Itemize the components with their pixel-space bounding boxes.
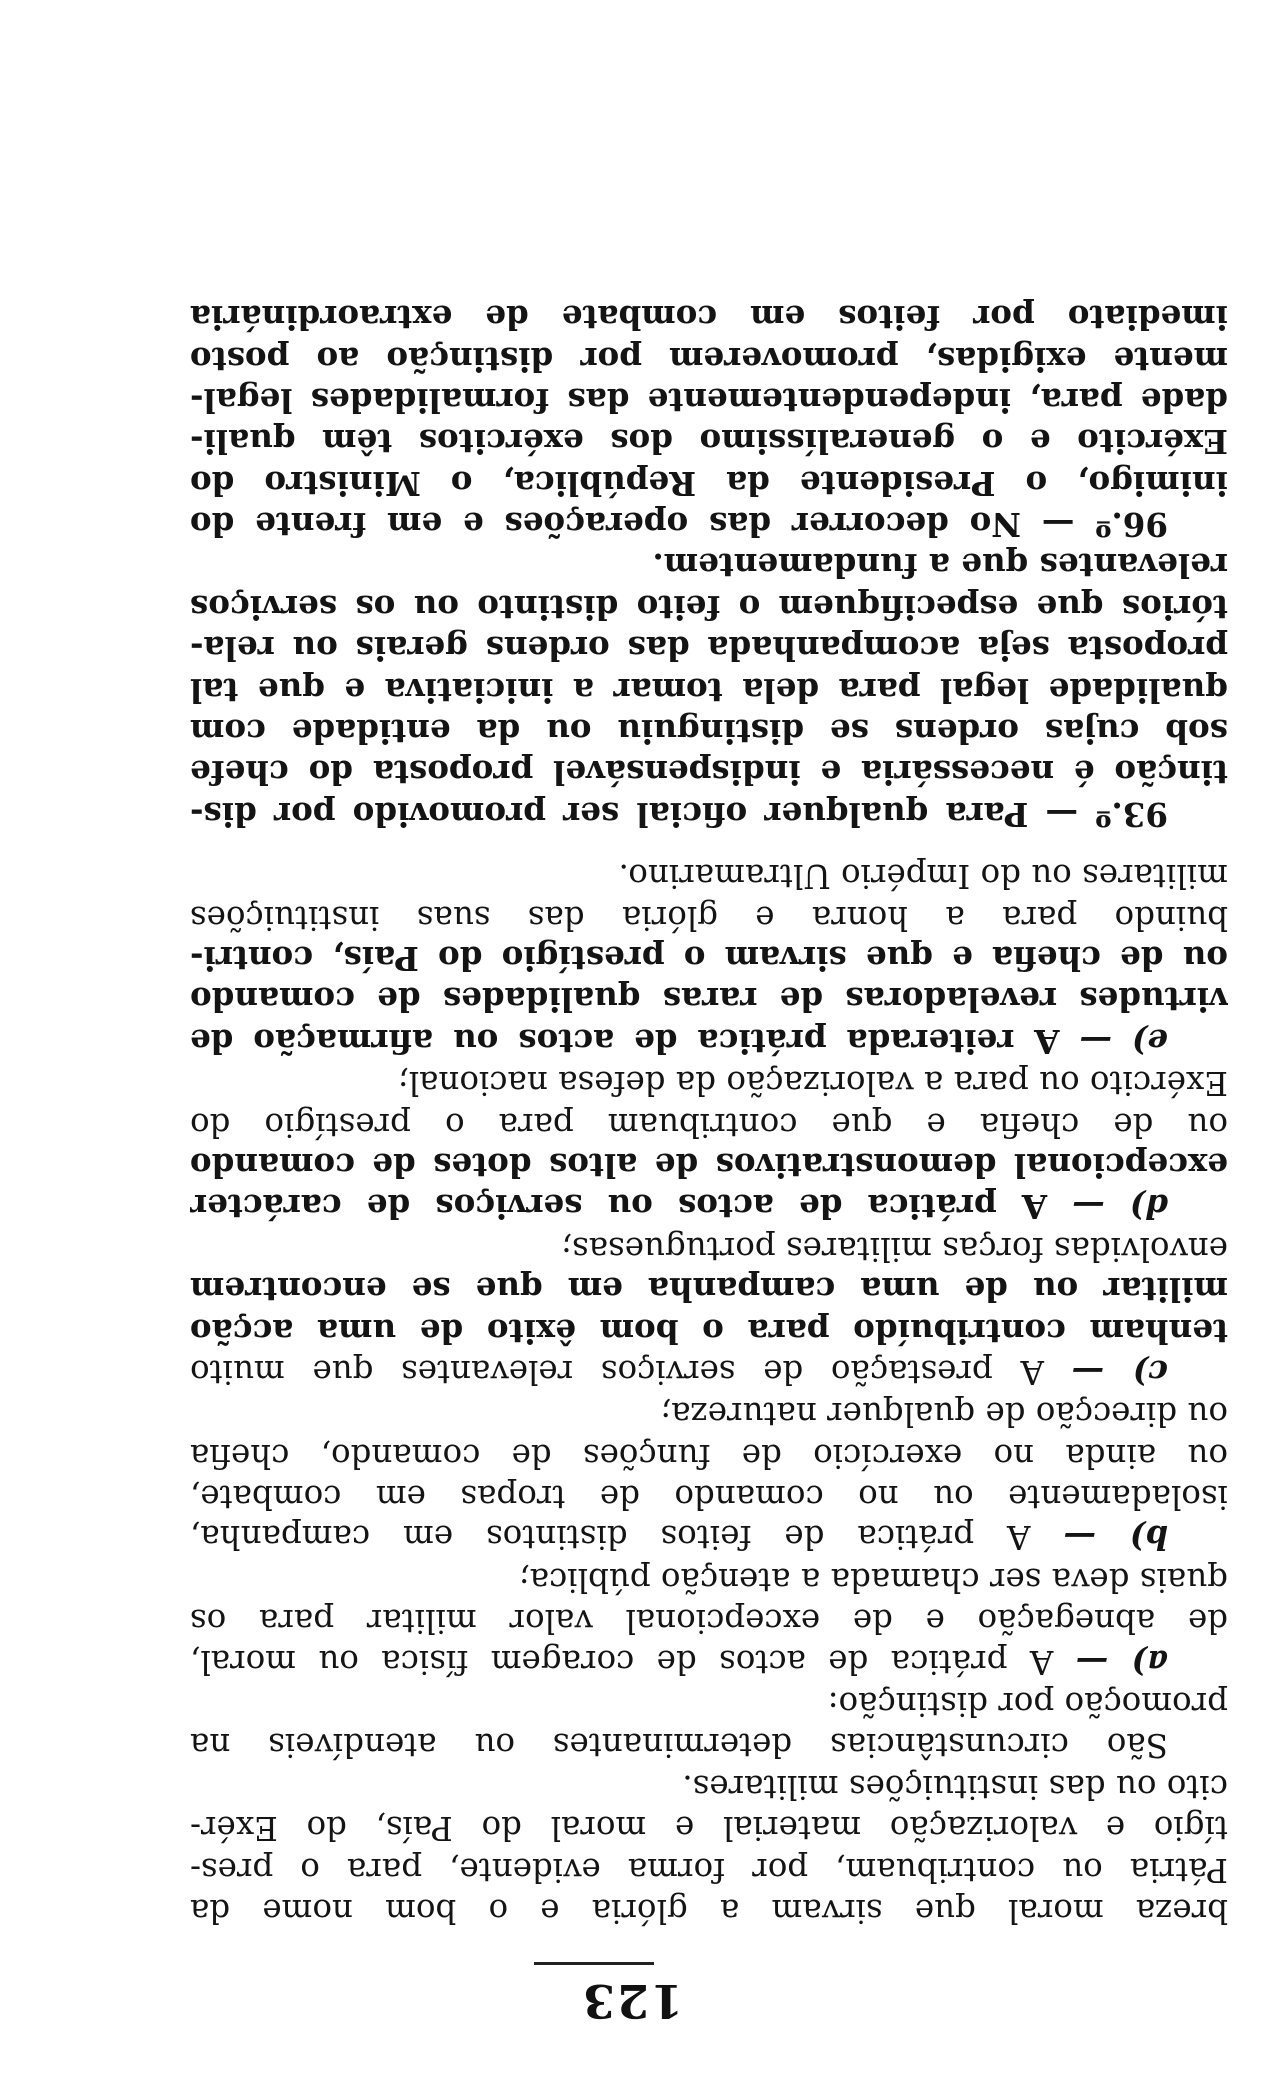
text-line: Exército ou para a valorização da defesa nacional; xyxy=(397,1064,1228,1103)
header-rule xyxy=(534,1962,654,1965)
text-line xyxy=(190,1641,1228,1682)
list-item-d xyxy=(190,1062,1228,1228)
text-line: Exército e o generalíssimo dos exércitos têm quali- xyxy=(190,422,1228,462)
article-number: 96.º — xyxy=(1041,505,1168,545)
article-93 xyxy=(190,545,1228,835)
article-96 xyxy=(190,297,1228,545)
text-line: tenham contribuído para o bom êxito de uma acção xyxy=(190,1311,1228,1351)
text-line: imediato por feitos em combate de extraordinária xyxy=(190,298,1228,338)
body-text xyxy=(190,297,1228,1931)
text-line: qualidade legal para dela tomar a iniciativa e que tal xyxy=(190,670,1228,710)
page-number: 123 xyxy=(580,1974,684,2028)
text-line xyxy=(190,1186,1228,1227)
article-text: Para qualquer oficial ser promovido por dis- xyxy=(190,794,1029,834)
paragraph-gap xyxy=(190,835,1228,855)
text-line xyxy=(190,793,1228,834)
item-marker: a) — xyxy=(1075,1642,1168,1682)
list-item-a xyxy=(190,1558,1228,1682)
intro-paragraph xyxy=(190,1765,1228,1931)
article-text: No decorrer das operações e em frente do xyxy=(190,505,1022,545)
text-line: de abnegação e de excepcional valor militar para os xyxy=(190,1602,1228,1641)
text-line: envolvidas forças militares portuguesas; xyxy=(561,1229,1228,1268)
text-line: inimigo, o Presidente da República, o Ministro do xyxy=(190,463,1228,503)
text-line: mente exigidas, promoverem por distinção ao posto xyxy=(190,339,1228,379)
item-text: A reiterada prática de actos ou afirmação de xyxy=(190,1021,1060,1061)
item-text: A prática de feitos distintos em campanha, xyxy=(190,1518,1031,1557)
item-marker: e) — xyxy=(1079,1021,1168,1061)
list-item-b xyxy=(190,1393,1228,1559)
article-number: 93.º — xyxy=(1045,794,1168,834)
text-line: quais deva ser chamada a atenção pública; xyxy=(518,1560,1228,1599)
text-line: relevantes que a fundamentem. xyxy=(652,546,1228,586)
text-line: breza moral que sirvam a glória e o bom nome da xyxy=(190,1892,1228,1930)
text-line xyxy=(190,1020,1228,1061)
item-marker: d) — xyxy=(1072,1187,1168,1227)
text-line: tígio e valorização material e moral do País, do Exér- xyxy=(190,1809,1228,1848)
list-item-e xyxy=(190,855,1228,1062)
text-line: ou ainda no exercício de funções de comando, chefia xyxy=(190,1436,1228,1475)
text-line: virtudes reveladoras de raras qualidades de comando xyxy=(190,980,1228,1020)
list-item-c xyxy=(190,1227,1228,1393)
text-line xyxy=(190,1352,1228,1393)
text-line: tórios que especifiquem o feito distinto ou os serviços xyxy=(190,587,1228,627)
text-line: militares ou do Império Ultramarino. xyxy=(618,857,1228,896)
text-line xyxy=(190,504,1228,545)
text-line: ou de chefia e que contribuam para o prestígio do xyxy=(190,1105,1228,1144)
text-line: buindo para a honra e glória das suas instituições xyxy=(190,898,1228,937)
text-line: promoção por distinção: xyxy=(827,1685,1228,1724)
item-marker: c) — xyxy=(1071,1352,1168,1392)
item-marker: b) — xyxy=(1063,1518,1168,1558)
text-line: proposta seja acompanhada das ordens gerais ou rela- xyxy=(190,629,1228,669)
text-line: excepcional demonstrativos de altos dotes de comando xyxy=(190,1145,1228,1185)
text-line: isoladamente ou no comando de tropas em combate, xyxy=(190,1478,1228,1517)
text-line: ou de chefia e que sirvam o prestígio do País, contri- xyxy=(190,939,1228,979)
item-text: A prática de actos ou serviços de carácter xyxy=(190,1187,1048,1227)
circumstances-paragraph xyxy=(190,1683,1228,1766)
text-line: cito ou das instituições militares. xyxy=(682,1767,1228,1806)
text-line: ou direcção de qualquer natureza; xyxy=(660,1395,1228,1434)
text-line: sob cujas ordens se distinguiu ou da entidade com xyxy=(190,712,1228,752)
text-line: dade para, independentemente das formalidades legal- xyxy=(190,380,1228,420)
text-line: militar ou de uma campanha em que se encontrem xyxy=(190,1270,1228,1310)
text-line: tinção é necessária e indispensável proposta do chefe xyxy=(190,753,1228,793)
item-text: A prática de actos de coragem física ou moral, xyxy=(190,1642,1054,1681)
text-line xyxy=(190,1517,1228,1558)
text-line: São circunstâncias determinantes ou atendíveis na xyxy=(190,1726,1168,1765)
text-line: Pátria ou contribuam, por forma evidente, para o pres- xyxy=(190,1850,1228,1889)
item-text: A prestação de serviços relevantes que muito xyxy=(190,1352,1044,1391)
